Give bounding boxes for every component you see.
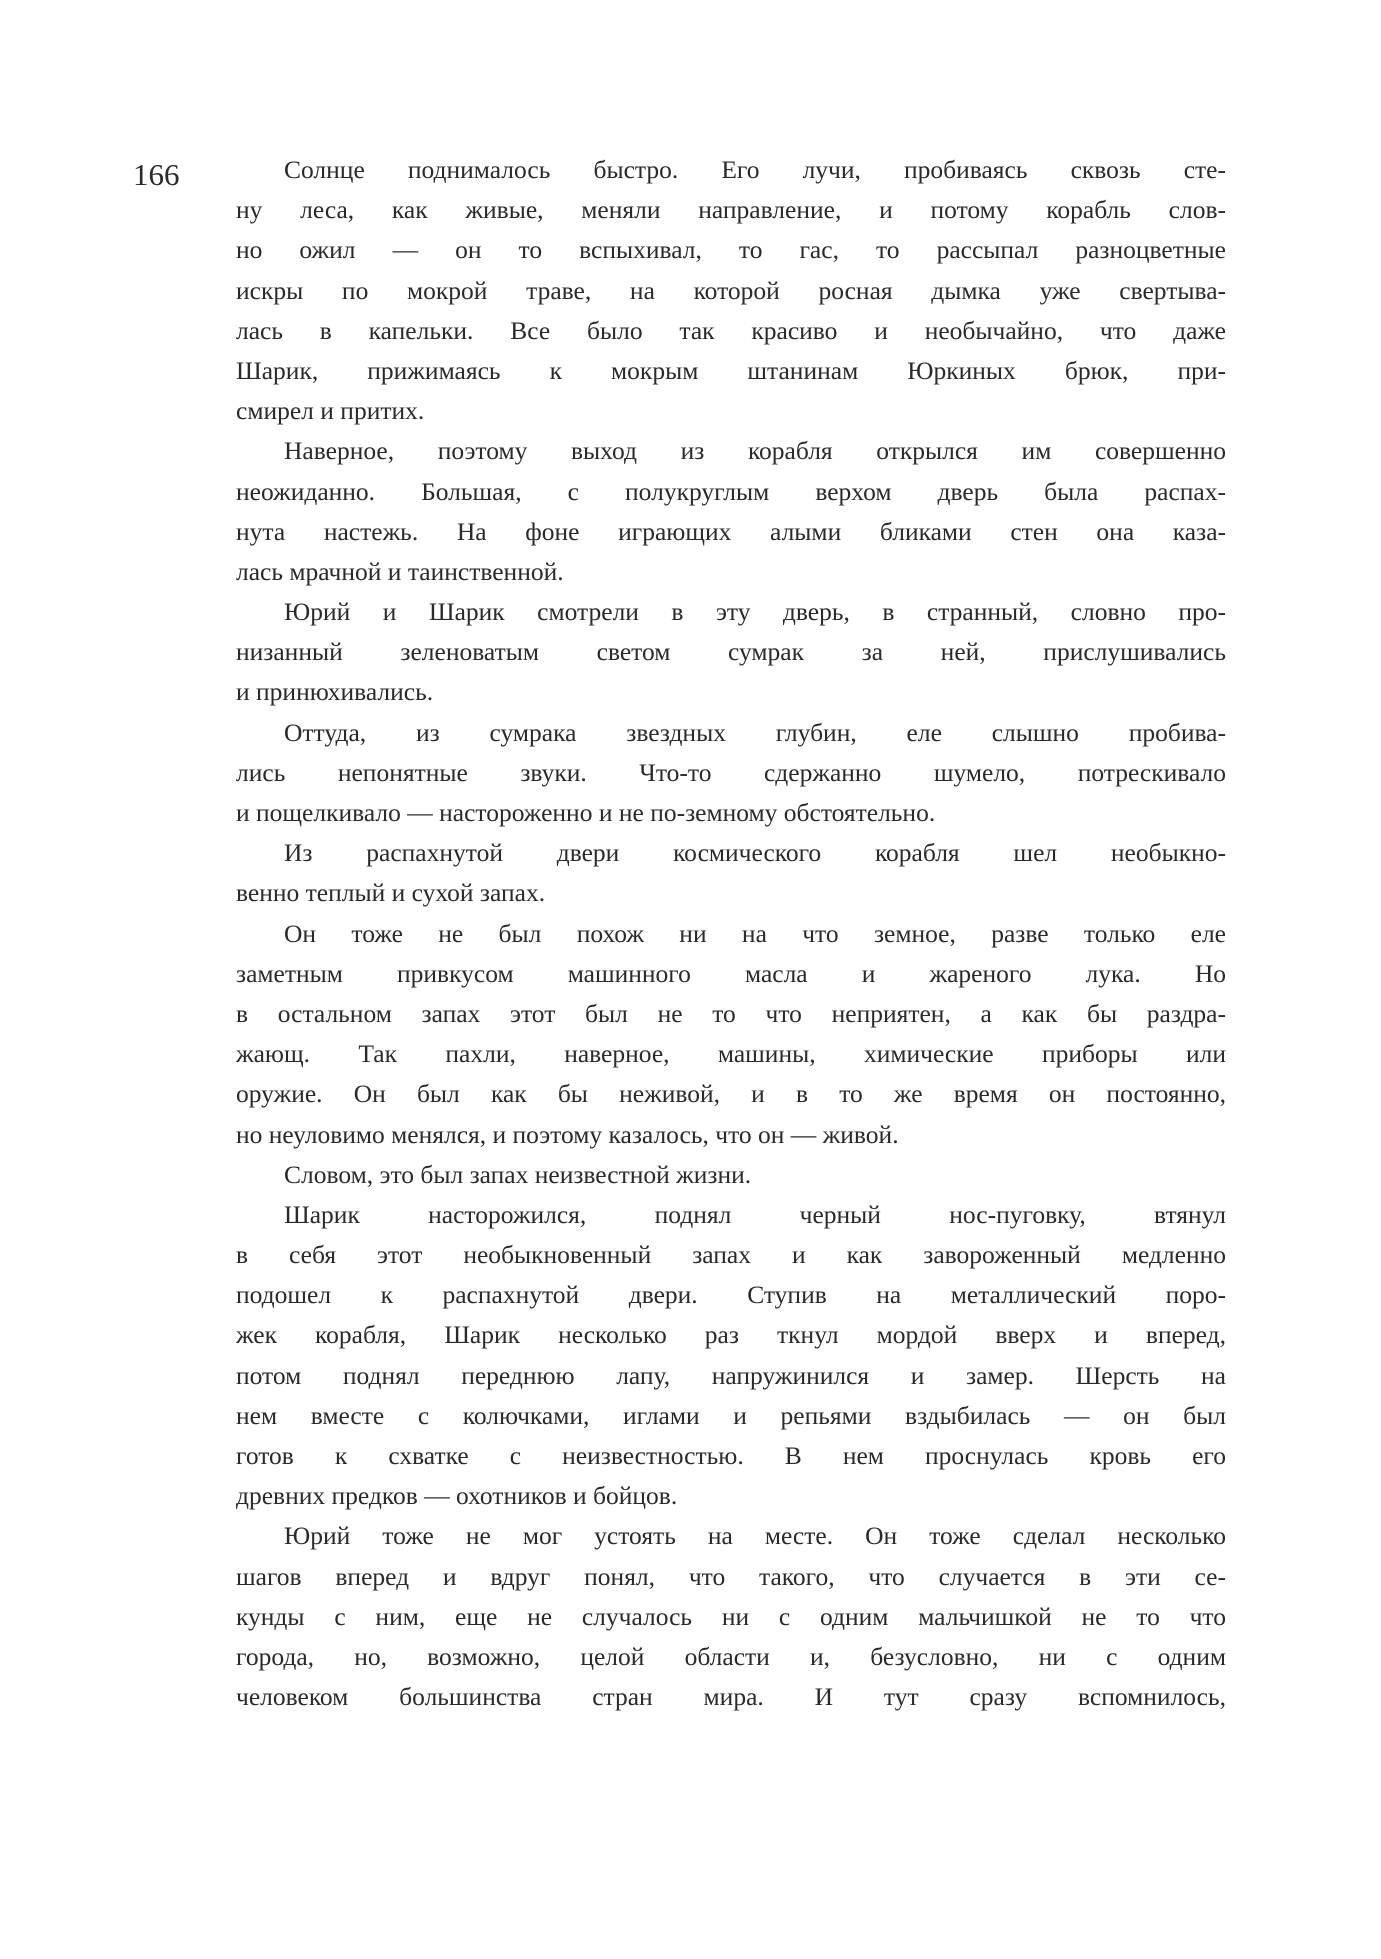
text-line: Словом, это был запах неизвестной жизни. (284, 1159, 752, 1189)
text-line: искры по мокрой траве, на которой росная дымка уже свертыва- (236, 275, 1226, 305)
text-line: и пощелкивало — настороженно и не по-земному обстоятельно. (236, 798, 936, 827)
text-line: нем вместе с колючками, иглами и репьями вздыбилась — он был (236, 1400, 1226, 1430)
text-line: жающ. Так пахли, наверное, машины, химические приборы или (236, 1039, 1226, 1069)
text-line: но ожил — он то вспыхивал, то гас, то рассыпал разноцветные (236, 235, 1226, 265)
text-line: кунды с ним, еще не случалось ни с одним мальчишкой не то что (236, 1601, 1226, 1631)
text-line: Шарик насторожился, поднял черный нос-пуговку, втянул (284, 1199, 1226, 1229)
text-line: Шарик, прижимаясь к мокрым штанинам Юркиных брюк, при- (236, 355, 1226, 385)
text-line: города, но, возможно, целой области и, безусловно, ни с одним (236, 1641, 1226, 1671)
page-number: 166 (133, 157, 180, 192)
text-line: но неуловимо менялся, и поэтому казалось, что он — живой. (236, 1119, 899, 1149)
body-text (236, 150, 1226, 1717)
text-line: жек корабля, Шарик несколько раз ткнул мордой вверх и вперед, (236, 1320, 1226, 1350)
text-line: низанный зеленоватым светом сумрак за ней, прислушивались (236, 637, 1226, 667)
text-line: в себя этот необыкновенный запах и как завороженный медленно (236, 1240, 1226, 1270)
text-line: ну леса, как живые, меняли направление, и потому корабль слов- (236, 195, 1226, 225)
text-line: заметным привкусом машинного масла и жареного лука. Но (236, 958, 1226, 988)
paragraph (236, 592, 1226, 713)
text-line: древних предков — охотников и бойцов. (236, 1481, 678, 1511)
paragraph (236, 1516, 1226, 1717)
text-line: оружие. Он был как бы неживой, и в то же время он постоянно, (236, 1079, 1226, 1109)
text-line: Он тоже не был похож ни на что земное, разве только еле (284, 918, 1226, 948)
text-line: шагов вперед и вдруг понял, что такого, что случается в эти се- (236, 1561, 1226, 1591)
text-line: лась мрачной и таинственной. (236, 556, 564, 586)
text-line: Юрий тоже не мог устоять на месте. Он тоже сделал несколько (284, 1521, 1226, 1551)
text-line: в остальном запах этот был не то что неприятен, а как бы раздра- (236, 998, 1226, 1028)
text-line: Из распахнутой двери космического корабля шел необыкно- (284, 838, 1226, 868)
text-line: неожиданно. Большая, с полукруглым верхом дверь была распах- (236, 476, 1226, 506)
text-line: Солнце поднималось быстро. Его лучи, пробиваясь сквозь сте- (284, 155, 1226, 184)
text-line: венно теплый и сухой запах. (236, 878, 546, 908)
text-line: лась в капельки. Все было так красиво и необычайно, что даже (236, 315, 1226, 345)
text-line: Оттуда, из сумрака звездных глубин, еле слышно пробива- (284, 717, 1226, 747)
text-line: готов к схватке с неизвестностью. В нем проснулась кровь его (236, 1441, 1226, 1470)
paragraph (236, 914, 1226, 1155)
text-line: и принюхивались. (236, 677, 434, 707)
text-line: потом поднял переднюю лапу, напружинился и замер. Шерсть на (236, 1360, 1226, 1390)
text-line: смирел и притих. (236, 396, 425, 426)
paragraph (236, 833, 1226, 913)
paragraph (236, 431, 1226, 592)
text-line: лись непонятные звуки. Что-то сдержанно шумело, потрескивало (236, 757, 1226, 787)
text-line: нута настежь. На фоне играющих алыми бликами стен она каза- (236, 516, 1226, 546)
text-line: человеком большинства стран мира. И тут сразу вспомнилось, (236, 1682, 1226, 1712)
paragraph (236, 713, 1226, 834)
paragraph (236, 1155, 1226, 1195)
paragraph (236, 1195, 1226, 1517)
text-line: подошел к распахнутой двери. Ступив на металлический поро- (236, 1280, 1226, 1310)
text-line: Наверное, поэтому выход из корабля открылся им совершенно (284, 436, 1226, 466)
text-line: Юрий и Шарик смотрели в эту дверь, в странный, словно про- (284, 597, 1226, 627)
paragraph (236, 150, 1226, 431)
